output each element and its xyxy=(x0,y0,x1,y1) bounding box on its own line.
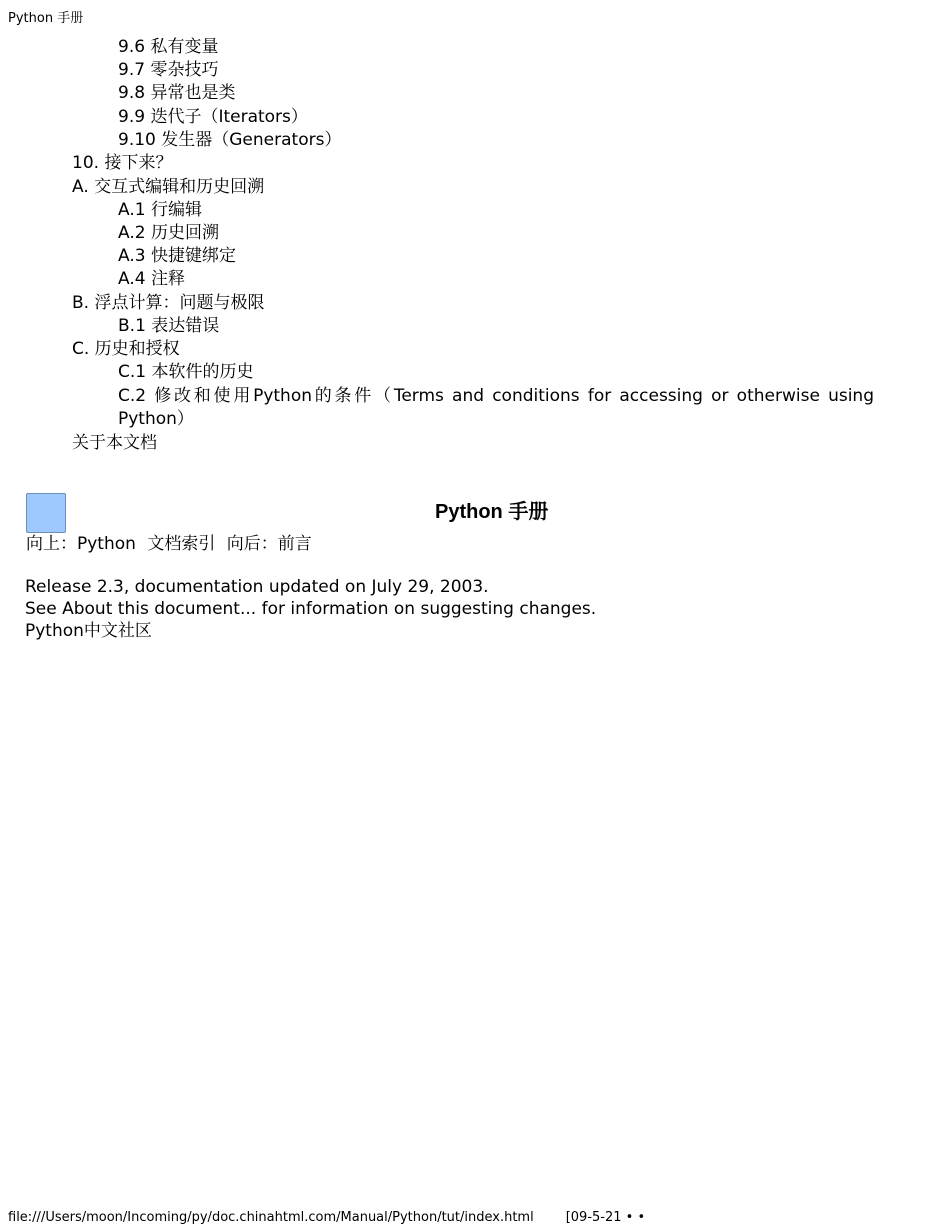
toc-item-b-1[interactable] xyxy=(118,315,219,338)
print-footer xyxy=(8,1210,645,1225)
toc-link[interactable]: A.4 注释 xyxy=(118,269,185,289)
toc-link[interactable]: A.2 历史回溯 xyxy=(118,223,219,243)
nav-next-label[interactable]: 向后：前言 xyxy=(226,534,312,554)
nav-index-label[interactable]: 文档索引 xyxy=(147,534,216,554)
toc-link[interactable]: B. 浮点计算：问题与极限 xyxy=(72,293,265,313)
toc-link[interactable]: A.1 行编辑 xyxy=(118,200,202,220)
toc-item-about[interactable] xyxy=(72,432,157,455)
community-link[interactable] xyxy=(25,620,596,642)
toc-link[interactable]: A. 交互式编辑和历史回溯 xyxy=(72,177,265,197)
toc-item-a-3[interactable] xyxy=(118,245,236,268)
toc-item-b[interactable] xyxy=(72,292,264,315)
toc-link[interactable]: 9.10 发生器（Generators） xyxy=(118,130,342,150)
toc-item-9-7[interactable] xyxy=(118,59,218,82)
toc-link[interactable]: C.2 修改和使用Python的条件（Terms and conditions for accessing or otherwise using Python） xyxy=(118,386,874,429)
toc-link[interactable]: 9.8 异常也是类 xyxy=(118,83,236,103)
toc-item-9-9[interactable] xyxy=(118,106,308,129)
toc-item-9-6[interactable] xyxy=(118,36,218,59)
page-header-title: Python 手册 xyxy=(8,11,84,26)
toc-item-a-1[interactable] xyxy=(118,199,202,222)
nav-up-label[interactable]: 向上：Python xyxy=(26,534,136,554)
toc-link[interactable]: 9.9 迭代子（Iterators） xyxy=(118,107,308,127)
toc-item-c-1[interactable] xyxy=(118,361,254,384)
file-url: file:///Users/moon/Incoming/py/doc.chinahtml.com/Manual/Python/tut/index.html xyxy=(8,1210,534,1225)
nav-page-title: Python 手册 xyxy=(435,501,549,523)
toc-item-a-2[interactable] xyxy=(118,222,219,245)
toc-link[interactable]: 9.6 私有变量 xyxy=(118,37,219,57)
toc-item-c[interactable] xyxy=(72,338,180,361)
toc-link[interactable]: A.3 快捷键绑定 xyxy=(118,246,236,266)
toc-item-9-10[interactable] xyxy=(118,129,341,152)
nav-next-link[interactable] xyxy=(227,534,312,554)
toc-item-a[interactable] xyxy=(72,176,264,199)
toc-item-10[interactable] xyxy=(72,152,172,175)
toc-link[interactable]: C.1 本软件的历史 xyxy=(118,362,254,382)
toc-link[interactable]: C. 历史和授权 xyxy=(72,339,180,359)
nav-index-link[interactable] xyxy=(147,534,215,554)
community-link-label[interactable]: Python中文社区 xyxy=(25,621,152,641)
navigation-links xyxy=(26,529,318,554)
nav-up-link[interactable] xyxy=(26,534,136,554)
up-arrow-icon[interactable] xyxy=(26,493,66,533)
page-footer xyxy=(25,576,596,642)
toc-link[interactable]: 关于本文档 xyxy=(72,433,157,453)
release-info: Release 2.3, documentation updated on July 29, 2003. xyxy=(25,577,489,597)
toc-item-c-2[interactable] xyxy=(118,385,874,431)
about-document-note: See About this document... for information on suggesting changes. xyxy=(25,599,597,619)
toc-item-a-4[interactable] xyxy=(118,268,185,291)
toc-link[interactable]: B.1 表达错误 xyxy=(118,316,220,336)
toc-link[interactable]: 9.7 零杂技巧 xyxy=(118,60,219,80)
toc-link[interactable]: 10. 接下来？ xyxy=(72,153,173,173)
toc-item-9-8[interactable] xyxy=(118,82,235,105)
print-date: [09-5-21 • • xyxy=(565,1210,646,1225)
